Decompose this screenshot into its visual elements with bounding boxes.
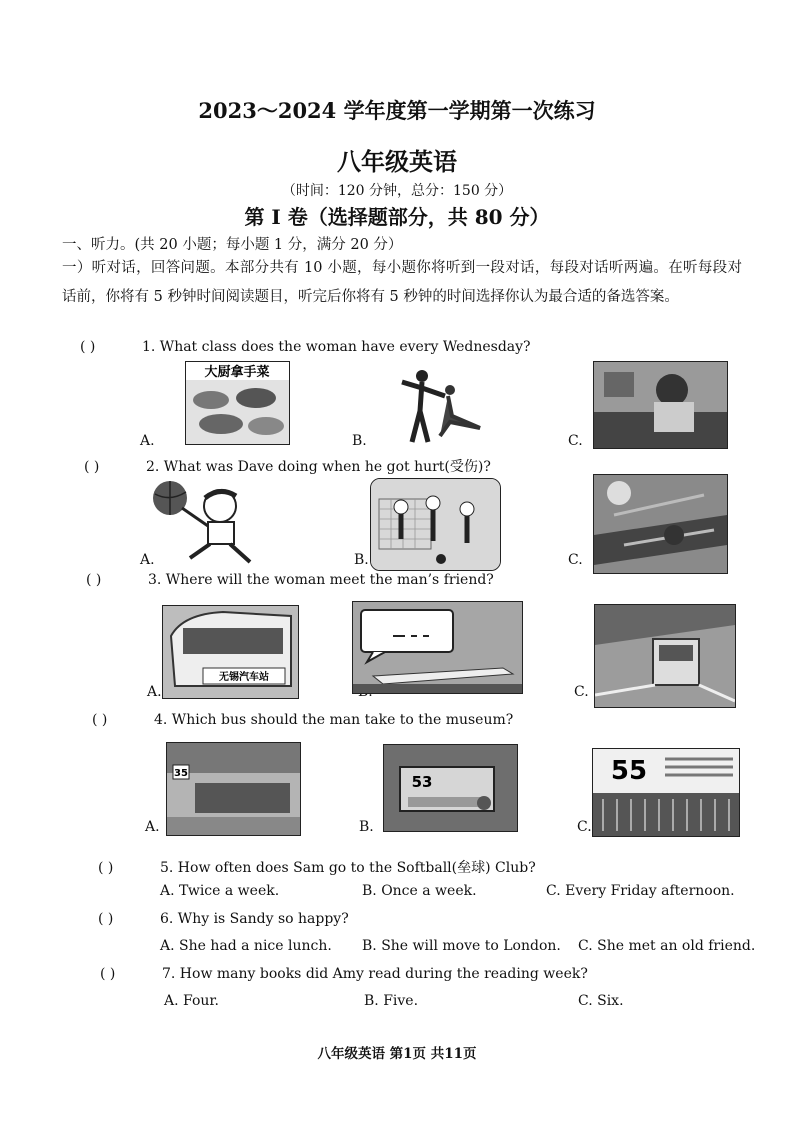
bus-55-image [593, 749, 739, 836]
answer-bracket: ( ) [86, 572, 102, 588]
bus-53-image [384, 745, 517, 831]
picture-bus-35 [166, 742, 301, 836]
subway-train-image [595, 605, 735, 707]
option-label: C. [574, 684, 589, 700]
picture-sports-crowd [593, 474, 728, 574]
answer-bracket: ( ) [84, 459, 100, 475]
answer-bracket: ( ) [80, 339, 96, 355]
option-text: A. Four. [164, 993, 220, 1009]
option-text: C. She met an old friend. [578, 938, 756, 954]
answer-bracket: ( ) [98, 911, 114, 927]
answer-bracket: ( ) [98, 860, 114, 876]
picture-child-cooking [593, 361, 728, 449]
option-label: B. [354, 552, 369, 568]
option-label: A. [147, 684, 162, 700]
question-text: 1. What class does the woman have every Wednesday? [142, 339, 531, 355]
picture-bus-55 [592, 748, 740, 837]
question-3 [86, 572, 494, 588]
option-label: A. [140, 552, 155, 568]
question-7 [100, 966, 588, 982]
question-text: 3. Where will the woman meet the man’s friend? [148, 572, 494, 588]
option-label: B. [359, 819, 374, 835]
picture-caption: 无锡汽车站 [219, 672, 269, 683]
option-text: A. Twice a week. [160, 883, 280, 899]
section-instruction: 一）听对话，回答问题。本部分共有 10 小题，每小题你将听到一段对话，每段对话听两遍。在听每段对话前，你将有 5 秒钟时间阅读题目，听完后你将有 5 秒钟的时间选择你认为最合适的备选答案。 [62, 260, 742, 305]
option-label: C. [577, 819, 592, 835]
picture-bus-station [162, 605, 299, 699]
question-text: 5. How often does Sam go to the Softball(垒球) Club? [160, 860, 536, 876]
option-text: B. Five. [364, 993, 419, 1009]
chef-dishes-image [186, 362, 289, 444]
airport-image [353, 602, 522, 693]
part-title: 第 I 卷（选择题部分，共 80 分） [244, 205, 550, 229]
question-text: 2. What was Dave doing when he got hurt(受伤)? [146, 459, 491, 475]
dancers-image [390, 366, 485, 444]
option-label: A. [145, 819, 160, 835]
picture-airport [352, 601, 523, 694]
exam-title: 2023～2024 学年度第一学期第一次练习 [198, 98, 596, 123]
picture-dancers [390, 366, 485, 444]
answer-bracket: ( ) [100, 966, 116, 982]
question-text: 6. Why is Sandy so happy? [160, 911, 349, 927]
sports-crowd-image [594, 475, 727, 573]
question-4 [92, 712, 513, 728]
question-text: 4. Which bus should the man take to the museum? [154, 712, 514, 728]
option-text: B. Once a week. [362, 883, 477, 899]
bus-number: 55 [610, 756, 648, 786]
picture-subway-train [594, 604, 736, 708]
picture-chef-dishes [185, 361, 290, 445]
child-cooking-image [594, 362, 727, 448]
question-6 [98, 911, 349, 927]
option-label: A. [140, 433, 155, 449]
question-2 [84, 456, 491, 476]
option-label: C. [568, 552, 583, 568]
page-footer: 八年级英语 第1页 共11页 [317, 1046, 477, 1062]
subject-title: 八年级英语 [337, 147, 457, 176]
time-info: （时间：120 分钟，总分：150 分） [281, 183, 513, 199]
question-1 [80, 339, 531, 355]
picture-caption: 大厨拿手菜 [204, 365, 270, 380]
answer-bracket: ( ) [92, 712, 108, 728]
option-label: B. [352, 433, 367, 449]
bus-station-image [163, 606, 298, 698]
picture-soccer-players [370, 478, 501, 571]
picture-bus-53 [383, 744, 518, 832]
bus-number: 53 [411, 773, 433, 791]
soccer-players-image [371, 479, 500, 570]
section-heading: 一、听力。(共 20 小题；每小题 1 分，满分 20 分） [62, 237, 403, 253]
option-text: C. Every Friday afternoon. [546, 883, 735, 899]
bus-number: 35 [174, 768, 188, 779]
option-label: C. [568, 433, 583, 449]
option-text: C. Six. [578, 993, 624, 1009]
option-text: B. She will move to London. [362, 938, 561, 954]
picture-basketball-boy [150, 478, 268, 568]
option-text: A. She had a nice lunch. [160, 938, 332, 954]
basketball-boy-image [150, 478, 268, 568]
question-5 [98, 857, 536, 877]
question-text: 7. How many books did Amy read during the reading week? [162, 966, 588, 982]
bus-35-image [167, 743, 300, 835]
